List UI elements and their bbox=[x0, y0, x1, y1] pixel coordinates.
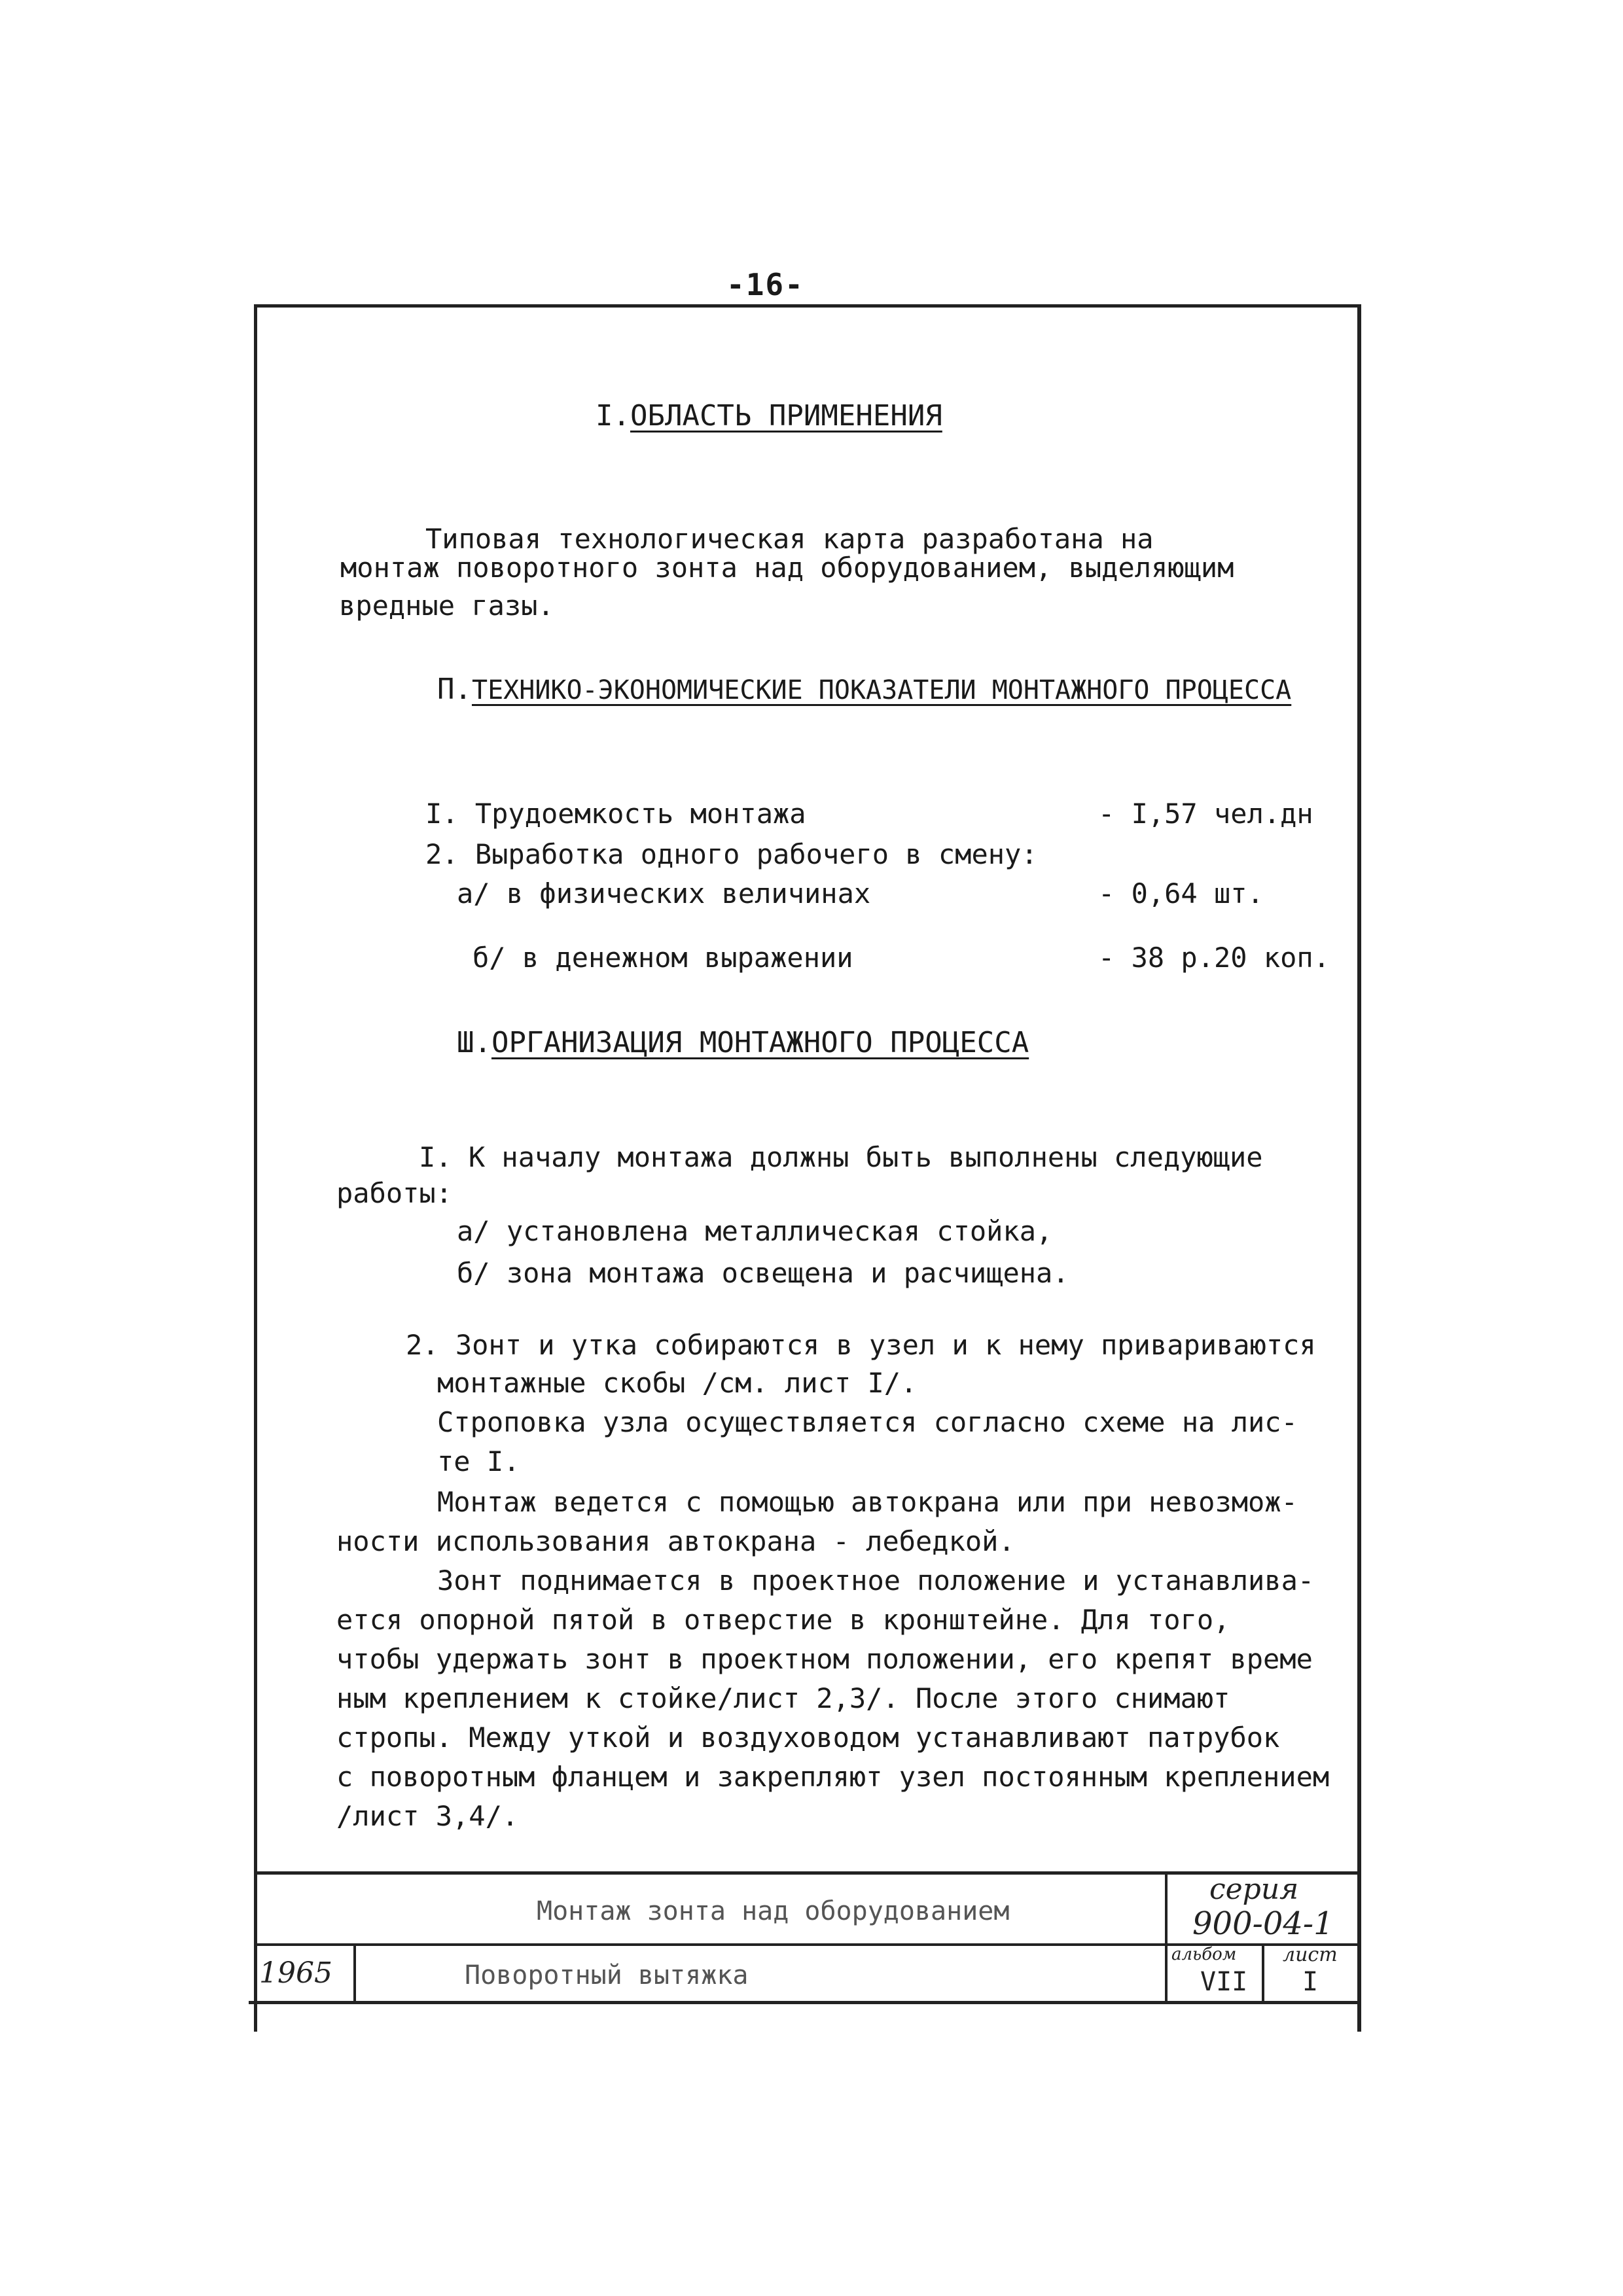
title-block-sheet-label: лист bbox=[1283, 1943, 1338, 1966]
title-block-top-rule bbox=[257, 1871, 1361, 1875]
indicator-label-2: 2. Выработка одного рабочего в смену: bbox=[425, 838, 1038, 870]
indicator-value-4: - 38 р.20 коп. bbox=[1098, 942, 1330, 974]
section3-p2-line-12: с поворотным фланцем и закрепляют узел постоянным креплением bbox=[336, 1761, 1330, 1793]
title-block-title-bottom: Поворотный вытяжка bbox=[465, 1960, 749, 1990]
section3-p2-line-1: 2. Зонт и утка собираются в узел и к нему привариваются bbox=[406, 1329, 1316, 1361]
title-block-bottom-rule bbox=[249, 2001, 1361, 2004]
page-number: -16- bbox=[726, 267, 804, 302]
section1-heading bbox=[596, 400, 942, 432]
title-block-year: 1965 bbox=[259, 1956, 332, 1990]
indicator-value-3: - 0,64 шт. bbox=[1098, 877, 1264, 910]
section3-heading bbox=[457, 1027, 1029, 1059]
section3-p1-line-1: I. К началу монтажа должны быть выполнены следующие bbox=[419, 1141, 1263, 1173]
section2-heading-text: ТЕХНИКО-ЭКОНОМИЧЕСКИЕ ПОКАЗАТЕЛИ МОНТАЖНОГО ПРОЦЕССА bbox=[471, 675, 1292, 705]
section3-p2-line-7: Зонт поднимается в проектное положение и устанавлива- bbox=[437, 1564, 1315, 1597]
section3-p1-line-3: а/ установлена металлическая стойка, bbox=[457, 1215, 1053, 1247]
section3-p2-line-6: ности использования автокрана - лебедкой. bbox=[336, 1525, 1015, 1557]
title-block-album-label: альбом bbox=[1171, 1945, 1237, 1964]
section1-line-3: вредные газы. bbox=[339, 590, 554, 622]
title-block-sheet-divider bbox=[1262, 1943, 1264, 2001]
section3-p2-line-4: те I. bbox=[437, 1445, 520, 1477]
title-block-sheet-value: I bbox=[1302, 1967, 1319, 1997]
section3-heading-num: Ш. bbox=[457, 1026, 491, 1059]
title-block-title-top: Монтаж зонта над оборудованием bbox=[537, 1896, 1010, 1926]
section3-p2-line-9: чтобы удержать зонт в проектном положении, его крепят време bbox=[336, 1643, 1313, 1675]
section3-p2-line-13: /лист 3,4/. bbox=[336, 1800, 519, 1832]
indicator-label-3: а/ в физических величинах bbox=[457, 877, 871, 910]
indicator-label-1: I. Трудоемкость монтажа bbox=[425, 798, 806, 830]
indicator-label-4: б/ в денежном выражении bbox=[473, 942, 853, 974]
section3-p2-line-5: Монтаж ведется с помощью автокрана или при невозмож- bbox=[437, 1486, 1298, 1518]
section2-heading-num: П. bbox=[437, 673, 472, 706]
indicator-value-1: - I,57 чел.дн bbox=[1098, 798, 1313, 830]
section2-heading bbox=[437, 674, 1291, 706]
title-block-series-divider bbox=[1165, 1871, 1168, 2001]
section1-heading-num: I. bbox=[596, 399, 630, 433]
section3-p2-line-8: ется опорной пятой в отверстие в кронштейне. Для того, bbox=[336, 1604, 1230, 1636]
section3-p1-line-2: работы: bbox=[336, 1177, 453, 1209]
section1-line-1: Типовая технологическая карта разработана на bbox=[425, 523, 1154, 555]
section3-p2-line-2: монтажные скобы /см. лист I/. bbox=[437, 1367, 918, 1399]
title-block-year-divider bbox=[353, 1943, 356, 2001]
section3-p2-line-3: Строповка узла осуществляется согласно схеме на лис- bbox=[437, 1406, 1298, 1438]
title-block-album-value: VII bbox=[1200, 1967, 1248, 1997]
title-block-series-value: 900-04-1 bbox=[1192, 1905, 1334, 1942]
section3-p2-line-11: стропы. Между уткой и воздуховодом устанавливают патрубок bbox=[336, 1722, 1280, 1754]
section3-p1-line-4: б/ зона монтажа освещена и расчищена. bbox=[457, 1257, 1069, 1289]
section3-heading-text: ОРГАНИЗАЦИЯ МОНТАЖНОГО ПРОЦЕССА bbox=[491, 1026, 1029, 1059]
title-block-series-label: серия bbox=[1209, 1873, 1299, 1906]
section3-p2-line-10: ным креплением к стойке/лист 2,3/. После этого снимают bbox=[336, 1682, 1230, 1714]
section1-line-2: монтаж поворотного зонта над оборудованием, выделяющим bbox=[340, 552, 1234, 584]
section1-heading-text: ОБЛАСТЬ ПРИМЕНЕНИЯ bbox=[630, 399, 942, 433]
